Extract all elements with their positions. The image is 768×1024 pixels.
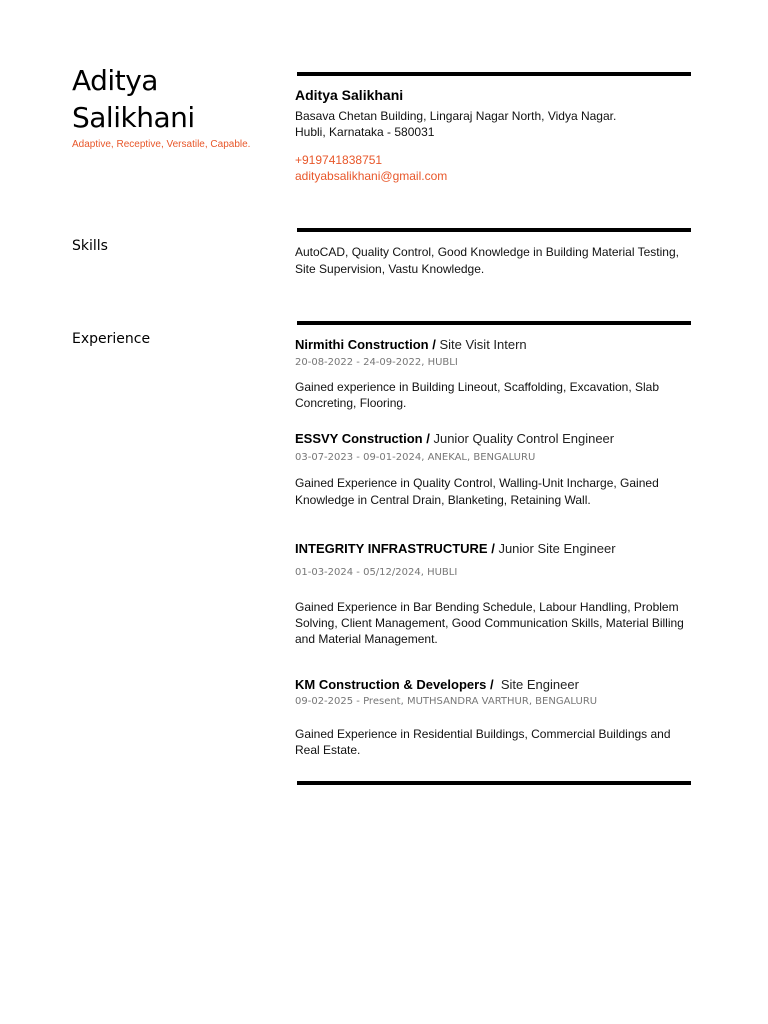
job-meta — [295, 696, 597, 707]
experience-heading: Experience — [72, 331, 151, 347]
job-company: ESSVY Construction / — [295, 431, 430, 446]
contact-name: Aditya Salikhani — [295, 87, 404, 103]
job-dates: 20-08-2022 - 24-09-2022, — [295, 357, 425, 368]
job-title — [295, 677, 579, 692]
name-line-1: Aditya — [72, 64, 158, 97]
job-location: MUTHSANDRA VARTHUR, BENGALURU — [406, 696, 598, 707]
candidate-name — [72, 62, 282, 136]
job-description: Gained experience in Building Lineout, Scaffolding, Excavation, Slab Concreting, Flooring. — [295, 380, 660, 410]
tagline: Adaptive, Receptive, Versatile, Capable. — [72, 139, 251, 150]
job-role: Junior Site Engineer — [498, 541, 616, 556]
job-location: HUBLI — [427, 567, 458, 578]
job-meta — [295, 357, 458, 368]
job-role: Junior Quality Control Engineer — [433, 431, 615, 446]
address-line-2: Hubli, Karnataka - 580031 — [295, 125, 435, 139]
job-title — [295, 337, 527, 352]
phone-link[interactable]: +919741838751 — [295, 153, 383, 167]
job-description: Gained Experience in Residential Buildings, Commercial Buildings and Real Estate. — [295, 727, 671, 757]
section-divider-contact — [297, 72, 691, 76]
job-meta — [295, 567, 457, 578]
section-divider-experience — [297, 321, 691, 325]
job-company: KM Construction & Developers / — [295, 677, 494, 692]
job-location: ANEKAL, BENGALURU — [427, 452, 536, 463]
job-meta — [295, 452, 535, 463]
email-link[interactable]: adityabsalikhani@gmail.com — [295, 169, 448, 183]
job-dates: 01-03-2024 - 05/12/2024, — [295, 567, 424, 578]
skills-heading: Skills — [72, 238, 108, 254]
skills-text: AutoCAD, Quality Control, Good Knowledge in Building Material Testing, Site Supervision, Vastu Knowledge. — [295, 245, 679, 276]
job-dates: 09-02-2025 - Present, — [295, 696, 404, 707]
job-dates: 03-07-2023 - 09-01-2024, — [295, 452, 425, 463]
job-title — [295, 431, 614, 446]
job-title — [295, 541, 616, 556]
job-location: HUBLI — [427, 357, 458, 368]
job-description: Gained Experience in Quality Control, Walling-Unit Incharge, Gained Knowledge in Central Drain, Blanketing, Retaining Wall. — [295, 476, 659, 507]
job-company: INTEGRITY INFRASTRUCTURE / — [295, 541, 495, 556]
section-divider-skills — [297, 228, 691, 232]
name-line-2: Salikhani — [72, 101, 195, 134]
section-divider-end — [297, 781, 691, 785]
address-line-1: Basava Chetan Building, Lingaraj Nagar North, Vidya Nagar. — [295, 109, 617, 123]
job-role: Site Engineer — [500, 677, 579, 692]
job-role: Site Visit Intern — [439, 337, 527, 352]
job-company: Nirmithi Construction / — [295, 337, 436, 352]
job-description: Gained Experience in Bar Bending Schedule, Labour Handling, Problem Solving, Client Management, Good Communication Skills, Material Billing and Material Management. — [295, 600, 684, 646]
